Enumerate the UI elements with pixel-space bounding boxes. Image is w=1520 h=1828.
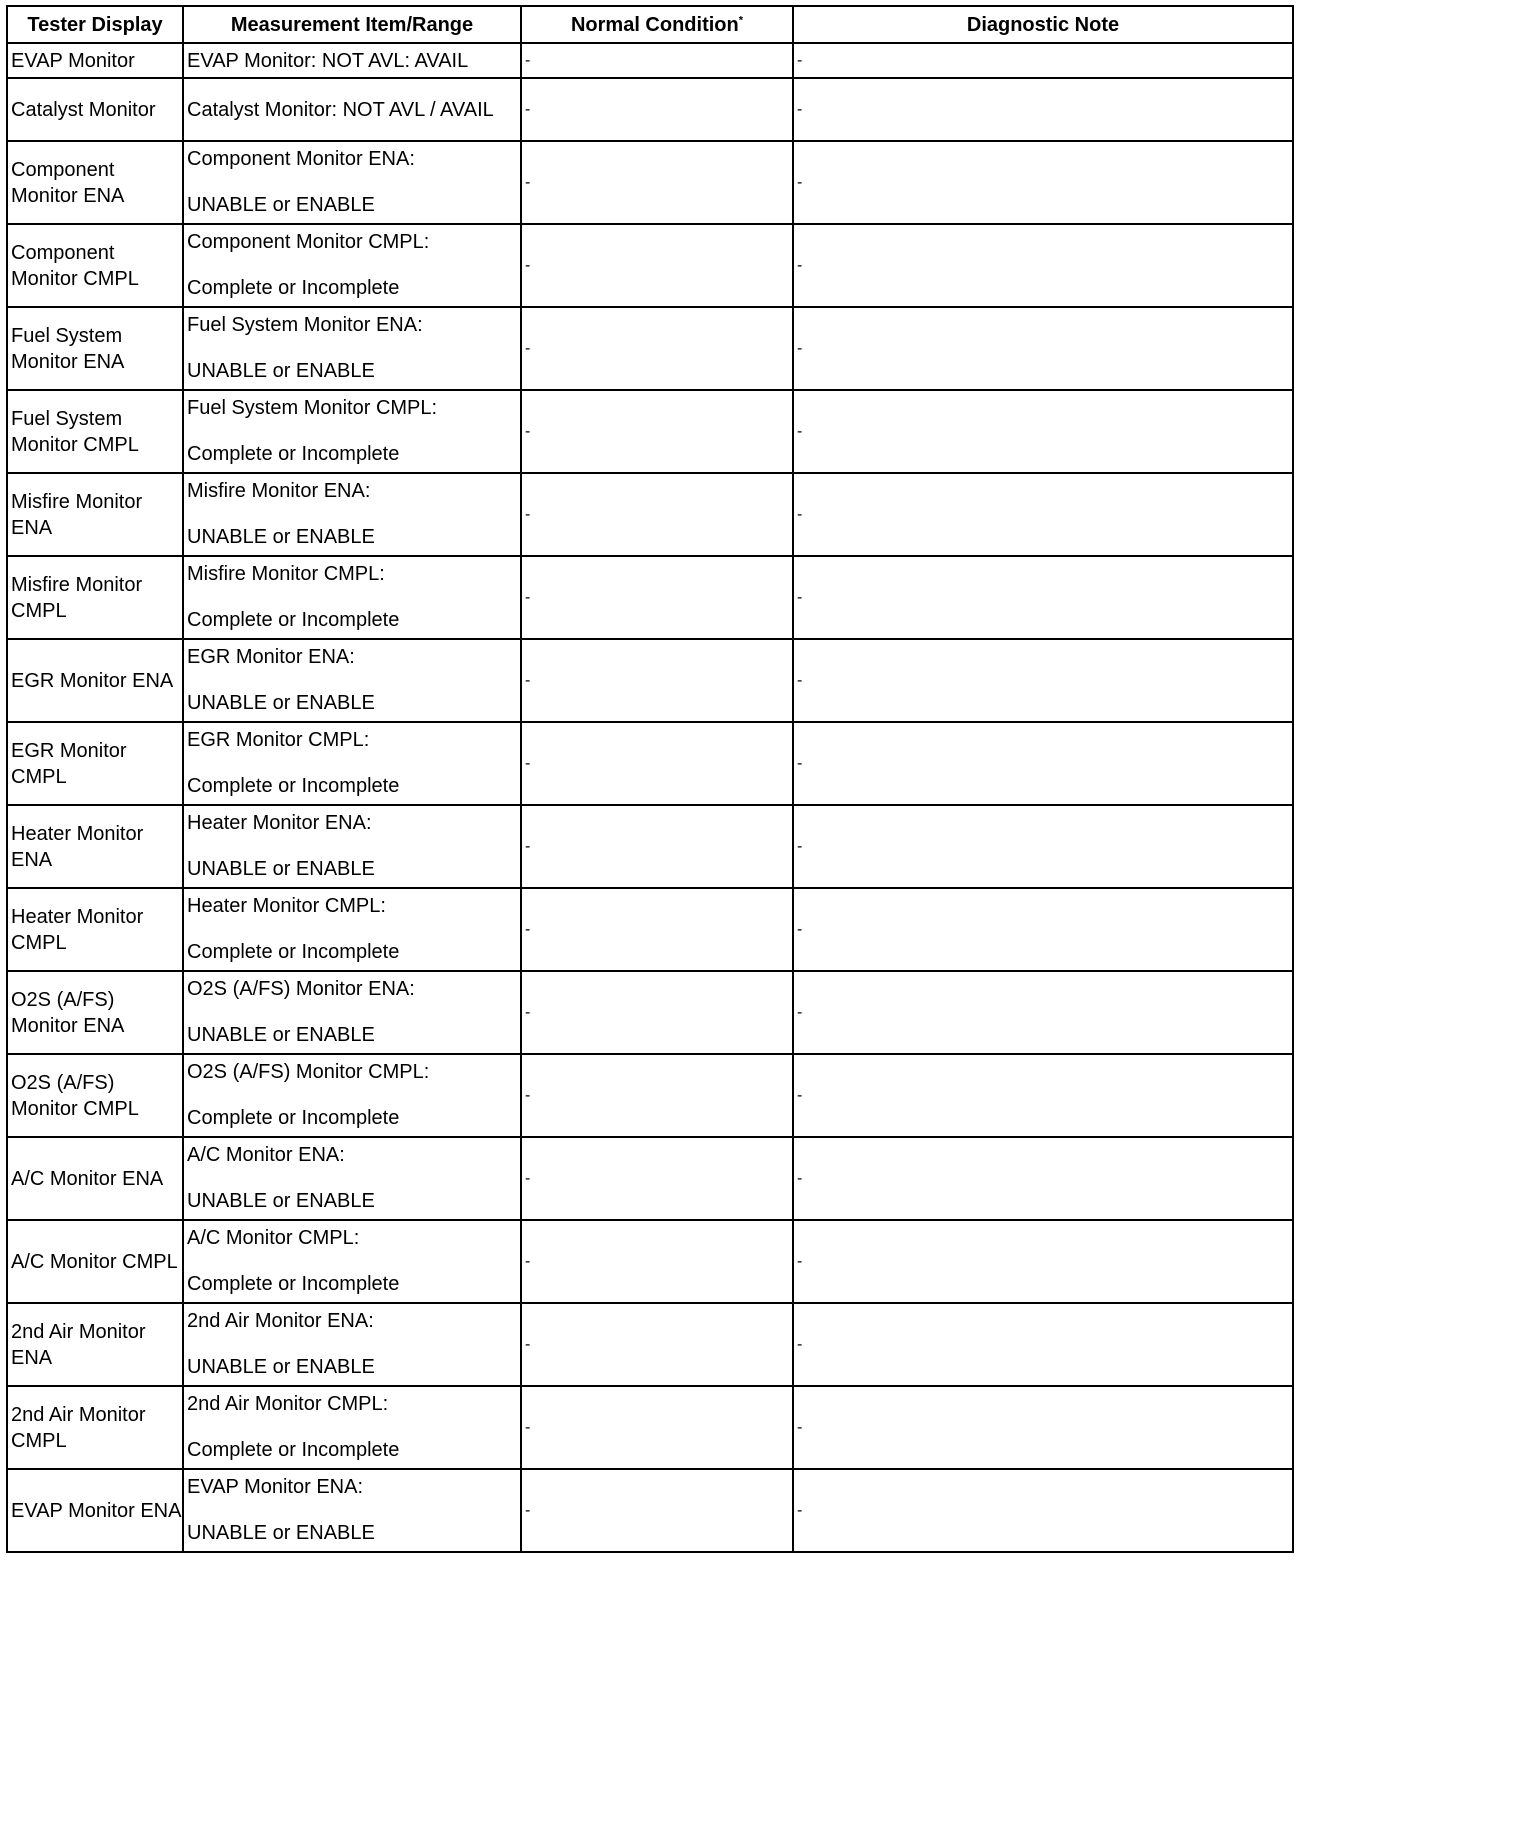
- range-item-label: 2nd Air Monitor ENA:: [187, 1310, 374, 1332]
- table-row: [7, 1303, 1293, 1386]
- measurement-range-cell: Catalyst Monitor: NOT AVL / AVAIL: [183, 78, 521, 141]
- table-row: [7, 556, 1293, 639]
- header-normal-condition: [521, 6, 793, 43]
- diagnostic-note-cell: -: [793, 805, 1293, 888]
- measurement-range-cell: [183, 556, 521, 639]
- range-item-label: Heater Monitor CMPL:: [187, 895, 386, 917]
- normal-condition-cell: -: [521, 1303, 793, 1386]
- header-row: [7, 6, 1293, 43]
- measurement-range-cell: [183, 141, 521, 224]
- range-item-label: Misfire Monitor CMPL:: [187, 563, 385, 585]
- normal-condition-cell: -: [521, 722, 793, 805]
- measurement-range-cell: [183, 224, 521, 307]
- monitor-status-table-sheet: [6, 5, 1292, 1553]
- diagnostic-note-cell: -: [793, 1054, 1293, 1137]
- tester-display-cell: Heater Monitor CMPL: [7, 888, 183, 971]
- table-row: [7, 224, 1293, 307]
- measurement-range-cell: [183, 888, 521, 971]
- range-values: Complete or Incomplete: [187, 1273, 400, 1295]
- range-item-label: Fuel System Monitor CMPL:: [187, 397, 438, 419]
- range-item-label: Heater Monitor ENA:: [187, 812, 372, 834]
- tester-display-cell: EGR Monitor ENA: [7, 639, 183, 722]
- range-values: UNABLE or ENABLE: [187, 526, 375, 548]
- normal-condition-cell: -: [521, 639, 793, 722]
- table-row: [7, 722, 1293, 805]
- range-values: Complete or Incomplete: [187, 443, 400, 465]
- footnote-mark: *: [738, 13, 744, 26]
- table-row: [7, 307, 1293, 390]
- measurement-range-cell: [183, 1137, 521, 1220]
- normal-condition-cell: -: [521, 1386, 793, 1469]
- monitor-status-table: [6, 5, 1294, 1553]
- diagnostic-note-cell: -: [793, 1137, 1293, 1220]
- range-item-label: Component Monitor ENA:: [187, 148, 415, 170]
- normal-condition-cell: -: [521, 1220, 793, 1303]
- normal-condition-cell: -: [521, 1054, 793, 1137]
- table-row: [7, 473, 1293, 556]
- header-measurement-item-range: Measurement Item/Range: [183, 6, 521, 43]
- diagnostic-note-cell: -: [793, 224, 1293, 307]
- measurement-range-cell: [183, 473, 521, 556]
- diagnostic-note-cell: -: [793, 78, 1293, 141]
- normal-condition-cell: -: [521, 43, 793, 78]
- table-row: [7, 639, 1293, 722]
- normal-condition-cell: -: [521, 888, 793, 971]
- tester-display-cell: 2nd Air Monitor ENA: [7, 1303, 183, 1386]
- normal-condition-cell: -: [521, 390, 793, 473]
- header-normal-condition-label: Normal Condition: [570, 13, 739, 36]
- normal-condition-cell: -: [521, 78, 793, 141]
- tester-display-cell: EGR Monitor CMPL: [7, 722, 183, 805]
- table-row: [7, 78, 1293, 141]
- diagnostic-note-cell: -: [793, 639, 1293, 722]
- normal-condition-cell: -: [521, 141, 793, 224]
- table-row: [7, 971, 1293, 1054]
- range-values: UNABLE or ENABLE: [187, 194, 375, 216]
- measurement-range-cell: [183, 971, 521, 1054]
- range-values: Complete or Incomplete: [187, 277, 400, 299]
- measurement-range-cell: [183, 390, 521, 473]
- table-row: [7, 43, 1293, 78]
- range-values: UNABLE or ENABLE: [187, 858, 375, 880]
- measurement-range-cell: [183, 639, 521, 722]
- diagnostic-note-cell: -: [793, 43, 1293, 78]
- tester-display-cell: A/C Monitor CMPL: [7, 1220, 183, 1303]
- tester-display-cell: O2S (A/FS) Monitor CMPL: [7, 1054, 183, 1137]
- range-values: UNABLE or ENABLE: [187, 692, 375, 714]
- tester-display-cell: Misfire Monitor CMPL: [7, 556, 183, 639]
- range-item-label: EVAP Monitor ENA:: [187, 1476, 363, 1498]
- range-item-label: Component Monitor CMPL:: [187, 231, 430, 253]
- table-row: [7, 390, 1293, 473]
- range-values: UNABLE or ENABLE: [187, 1522, 375, 1544]
- range-item-label: 2nd Air Monitor CMPL:: [187, 1393, 389, 1415]
- table-row: [7, 1386, 1293, 1469]
- diagnostic-note-cell: -: [793, 556, 1293, 639]
- header-diagnostic-note: Diagnostic Note: [793, 6, 1293, 43]
- range-values: Complete or Incomplete: [187, 775, 400, 797]
- measurement-range-cell: [183, 805, 521, 888]
- tester-display-cell: Fuel System Monitor CMPL: [7, 390, 183, 473]
- diagnostic-note-cell: -: [793, 1220, 1293, 1303]
- range-values: UNABLE or ENABLE: [187, 1356, 375, 1378]
- measurement-range-cell: [183, 722, 521, 805]
- range-values: UNABLE or ENABLE: [187, 1024, 375, 1046]
- diagnostic-note-cell: -: [793, 971, 1293, 1054]
- tester-display-cell: Component Monitor ENA: [7, 141, 183, 224]
- tester-display-cell: 2nd Air Monitor CMPL: [7, 1386, 183, 1469]
- tester-display-cell: EVAP Monitor: [7, 43, 183, 78]
- diagnostic-note-cell: -: [793, 722, 1293, 805]
- range-item-label: A/C Monitor CMPL:: [187, 1227, 360, 1249]
- measurement-range-cell: [183, 1386, 521, 1469]
- table-row: [7, 805, 1293, 888]
- tester-display-cell: Catalyst Monitor: [7, 78, 183, 141]
- tester-display-cell: Component Monitor CMPL: [7, 224, 183, 307]
- range-values: Complete or Incomplete: [187, 609, 400, 631]
- range-item-label: O2S (A/FS) Monitor ENA:: [187, 978, 415, 1000]
- measurement-range-cell: [183, 1220, 521, 1303]
- diagnostic-note-cell: -: [793, 1469, 1293, 1552]
- tester-display-cell: Misfire Monitor ENA: [7, 473, 183, 556]
- range-item-label: A/C Monitor ENA:: [187, 1144, 345, 1166]
- range-values: UNABLE or ENABLE: [187, 360, 375, 382]
- tester-display-cell: A/C Monitor ENA: [7, 1137, 183, 1220]
- range-values: Complete or Incomplete: [187, 1107, 400, 1129]
- tester-display-cell: Fuel System Monitor ENA: [7, 307, 183, 390]
- diagnostic-note-cell: -: [793, 473, 1293, 556]
- range-item-label: Fuel System Monitor ENA:: [187, 314, 423, 336]
- table-row: [7, 1220, 1293, 1303]
- table-row: [7, 1137, 1293, 1220]
- diagnostic-note-cell: -: [793, 390, 1293, 473]
- table-row: [7, 1469, 1293, 1552]
- header-tester-display: Tester Display: [7, 6, 183, 43]
- range-values: Complete or Incomplete: [187, 1439, 400, 1461]
- normal-condition-cell: -: [521, 224, 793, 307]
- table-row: [7, 888, 1293, 971]
- measurement-range-cell: [183, 307, 521, 390]
- normal-condition-cell: -: [521, 307, 793, 390]
- table-row: [7, 141, 1293, 224]
- normal-condition-cell: -: [521, 971, 793, 1054]
- diagnostic-note-cell: -: [793, 307, 1293, 390]
- normal-condition-cell: -: [521, 473, 793, 556]
- measurement-range-cell: [183, 1469, 521, 1552]
- range-item-label: O2S (A/FS) Monitor CMPL:: [187, 1061, 430, 1083]
- normal-condition-cell: -: [521, 556, 793, 639]
- range-values: Complete or Incomplete: [187, 941, 400, 963]
- normal-condition-cell: -: [521, 805, 793, 888]
- range-item-label: Misfire Monitor ENA:: [187, 480, 371, 502]
- range-item-label: EGR Monitor ENA:: [187, 646, 355, 668]
- range-item-label: EGR Monitor CMPL:: [187, 729, 370, 751]
- measurement-range-cell: [183, 1054, 521, 1137]
- diagnostic-note-cell: -: [793, 1303, 1293, 1386]
- tester-display-cell: Heater Monitor ENA: [7, 805, 183, 888]
- measurement-range-cell: EVAP Monitor: NOT AVL: AVAIL: [183, 43, 521, 78]
- diagnostic-note-cell: -: [793, 1386, 1293, 1469]
- diagnostic-note-cell: -: [793, 141, 1293, 224]
- normal-condition-cell: -: [521, 1469, 793, 1552]
- tester-display-cell: EVAP Monitor ENA: [7, 1469, 183, 1552]
- diagnostic-note-cell: -: [793, 888, 1293, 971]
- normal-condition-cell: -: [521, 1137, 793, 1220]
- table-row: [7, 1054, 1293, 1137]
- tester-display-cell: O2S (A/FS) Monitor ENA: [7, 971, 183, 1054]
- range-values: UNABLE or ENABLE: [187, 1190, 375, 1212]
- measurement-range-cell: [183, 1303, 521, 1386]
